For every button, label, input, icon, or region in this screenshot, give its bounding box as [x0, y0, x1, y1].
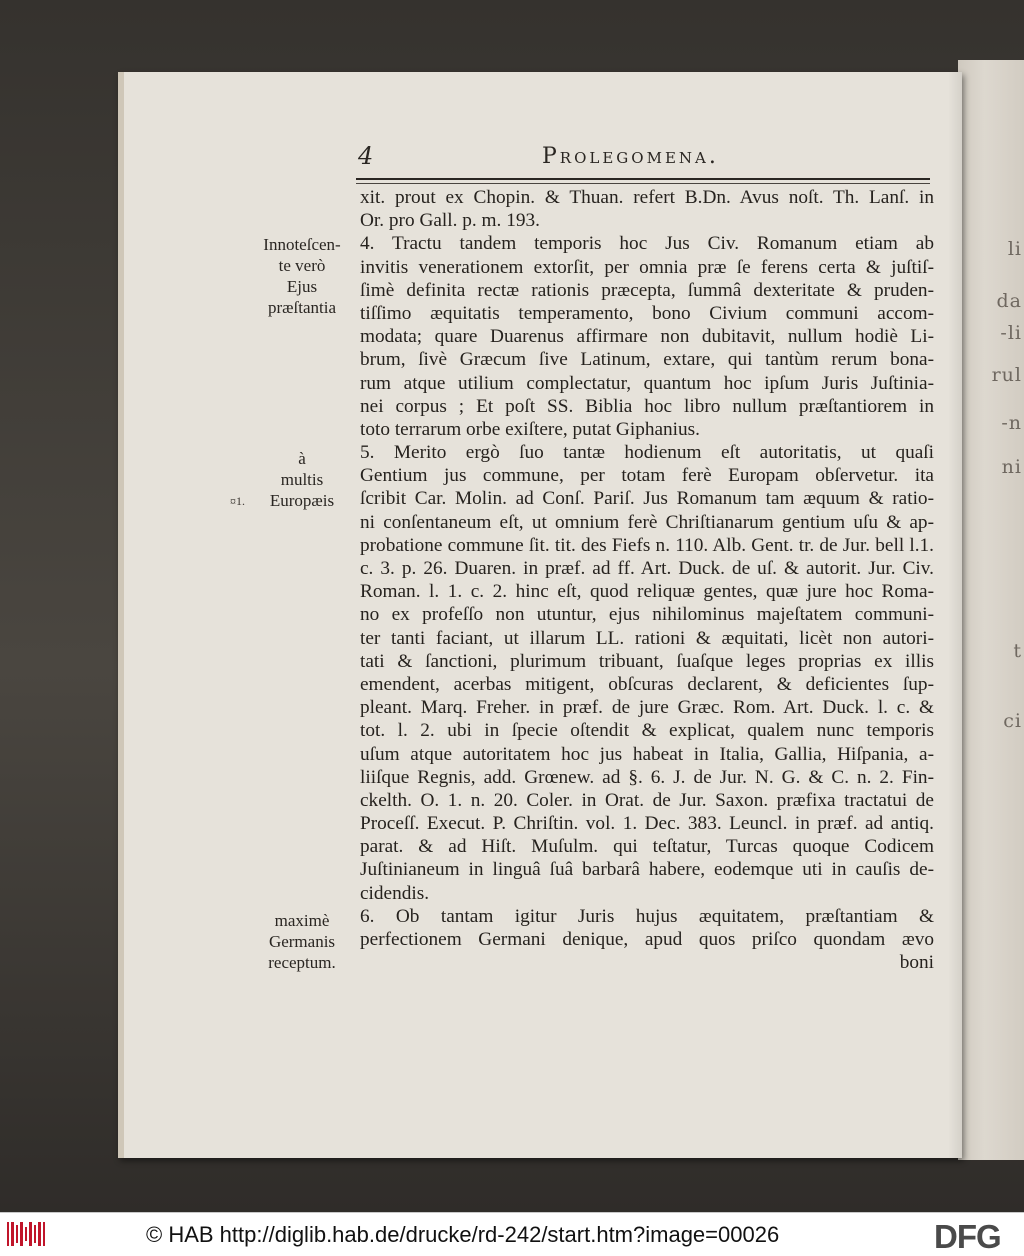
- text-line: Roman. l. 1. c. 2. hinc eſt, quod reliquæ gentes, quæ jure hoc Roma-: [360, 581, 934, 603]
- text-line: emendent, acerbas mitigent, obſcuras declarent, & deficientes ſup-: [360, 673, 934, 695]
- header-rule-thin: [356, 183, 930, 184]
- facing-text-fragment: li: [1007, 238, 1022, 260]
- text-line: Proceſſ. Execut. P. Chriſtin. vol. 1. Dec. 383. Leuncl. in præf. ad antiq.: [360, 813, 934, 835]
- text-line: Juſtinianeum in linguâ ſuâ barbarâ habere, eodemque uti in cauſis de-: [360, 859, 934, 881]
- text-line: 6. Ob tantam igitur Juris hujus æquitatem, præſtantiam &: [360, 905, 934, 927]
- margin-note-line: à: [298, 449, 306, 468]
- text-line: pleant. Marq. Freher. in præf. de jure Græc. Rom. Art. Duck. l. c. &: [360, 697, 934, 719]
- text-line: ſimè definita rectæ rationis præcepta, ſummâ dexteritate & pruden-: [360, 279, 934, 301]
- margin-note-line: Innoteſcen-: [263, 235, 341, 254]
- running-head: Prolegomena.: [542, 144, 719, 169]
- margin-note-line: Europæis: [269, 491, 335, 510]
- facing-page-edge: [958, 60, 1024, 1160]
- page-number: 4: [358, 142, 374, 170]
- facing-text-fragment: -li: [1000, 322, 1022, 344]
- margin-note-line: receptum.: [268, 953, 336, 972]
- text-line: no ex profeſſo non utuntur, ejus nihilominus majeſtatem communi-: [360, 604, 934, 626]
- footer-bar: [0, 1212, 1024, 1256]
- text-line: perfectionem Germani denique, apud quos priſco quondam ævo: [360, 929, 934, 950]
- facing-text-fragment: ci: [1003, 710, 1022, 732]
- text-line: uſum atque autoritatem hoc jus habeat in Italia, Gallia, Hiſpania, a-: [360, 743, 934, 765]
- text-line: parat. & ad Hiſt. Muſulm. qui teſtatur, Turcas quoque Codicem: [360, 836, 934, 858]
- facing-text-fragment: t: [1013, 640, 1022, 662]
- text-line: rum atque utilium complectatur, quantum hoc ipſum Juris Juſtinia-: [360, 372, 934, 394]
- text-line: xit. prout ex Chopin. & Thuan. refert B.Dn. Avus noſt. Th. Lanſ. in: [360, 187, 934, 208]
- margin-note-line: te verò: [278, 256, 326, 275]
- facing-text-fragment: rul: [991, 364, 1022, 386]
- margin-note-line: Ejus: [286, 277, 318, 296]
- text-line: liiſque Regnis, add. Grœnew. ad §. 6. J. de Jur. N. G. & C. n. 2. Fin-: [360, 766, 934, 788]
- margin-note-germanis: [246, 910, 358, 973]
- margin-note-line: Germanis: [268, 932, 336, 951]
- text-line: tiſſimo æquitatis temperamento, bono Civium communi accom-: [360, 302, 934, 324]
- text-line: modata; quare Duarenus affirmare non dubitavit, nullum hodiè Li-: [360, 326, 934, 348]
- stray-mark: ¤1.: [230, 494, 245, 508]
- text-line: tot. l. 2. ubi in ſpecie oſtendit & explicat, qualem nunc temporis: [360, 720, 934, 742]
- text-line: Or. pro Gall. p. m. 193.: [360, 210, 540, 232]
- text-line: tati & ſanctioni, plurimum tribuant, ſuaſque leges proprias ex illis: [360, 650, 934, 672]
- text-line: nei corpus ; Et poſt SS. Biblia hoc libro nullum præſtantiorem in: [360, 395, 934, 417]
- facing-text-fragment: da: [996, 290, 1022, 312]
- book-page: [118, 72, 962, 1158]
- facing-text-fragment: -n: [1001, 412, 1022, 434]
- text-line: ckelth. O. 1. n. 20. Coler. in Orat. de Jur. Saxon. præfixa tractatui de: [360, 789, 934, 811]
- dfg-logo-text: DFG: [934, 1218, 1001, 1253]
- text-line: c. 3. p. 26. Duaren. in præf. ad ff. Art. Duck. de uſ. & autorit. Jur. Civ.: [360, 558, 934, 579]
- text-line: invitis venerationem extorſit, per omnia præ ſe ferens certa & juſtiſ-: [360, 256, 934, 278]
- dfg-logo-icon: [932, 1217, 1018, 1253]
- hab-barcode-icon: [6, 1219, 46, 1249]
- margin-note-europaeis: [246, 448, 358, 511]
- header-rule: [356, 178, 930, 180]
- margin-note-innotescente: [246, 234, 358, 318]
- text-line: 5. Merito ergò ſuo tantæ hodienum eſt autoritatis, ut quaſi: [360, 442, 934, 464]
- page-header: [354, 142, 974, 176]
- text-line: toto terrarum orbe exiſtere, putat Giphanius.: [360, 418, 700, 440]
- margin-note-line: maximè: [274, 911, 330, 930]
- text-line: ni conſentaneum eſt, ut omnium ferè Chriſtianarum gentium uſu & ap-: [360, 511, 934, 533]
- text-line: boni: [899, 952, 934, 974]
- text-line: ſcribit Car. Molin. ad Conſ. Pariſ. Jus Romanum tam æquum & ratio-: [360, 488, 934, 510]
- copyright-link[interactable]: © HAB http://diglib.hab.de/drucke/rd-242/start.htm?image=00026: [146, 1222, 780, 1247]
- body-text: [360, 186, 934, 974]
- facing-text-fragment: ni: [1001, 456, 1022, 478]
- margin-note-line: multis: [280, 470, 324, 489]
- text-line: ter tanti faciant, ut illarum LL. rationi & æquitati, licèt non autori-: [360, 627, 934, 649]
- text-line: brum, ſivè Græcum ſive Latinum, extare, qui tantùm rerum bona-: [360, 349, 934, 371]
- text-line: probatione commune ſit. tit. des Fiefs n. 110. Alb. Gent. tr. de Jur. bell l.1.: [360, 534, 934, 556]
- margin-note-line: præſtantia: [268, 298, 336, 317]
- text-line: 4. Tractu tandem temporis hoc Jus Civ. Romanum etiam ab: [360, 233, 934, 255]
- text-line: cidendis.: [360, 882, 430, 904]
- text-line: Gentium jus commune, per totam ferè Europam obſervetur. ita: [360, 465, 934, 487]
